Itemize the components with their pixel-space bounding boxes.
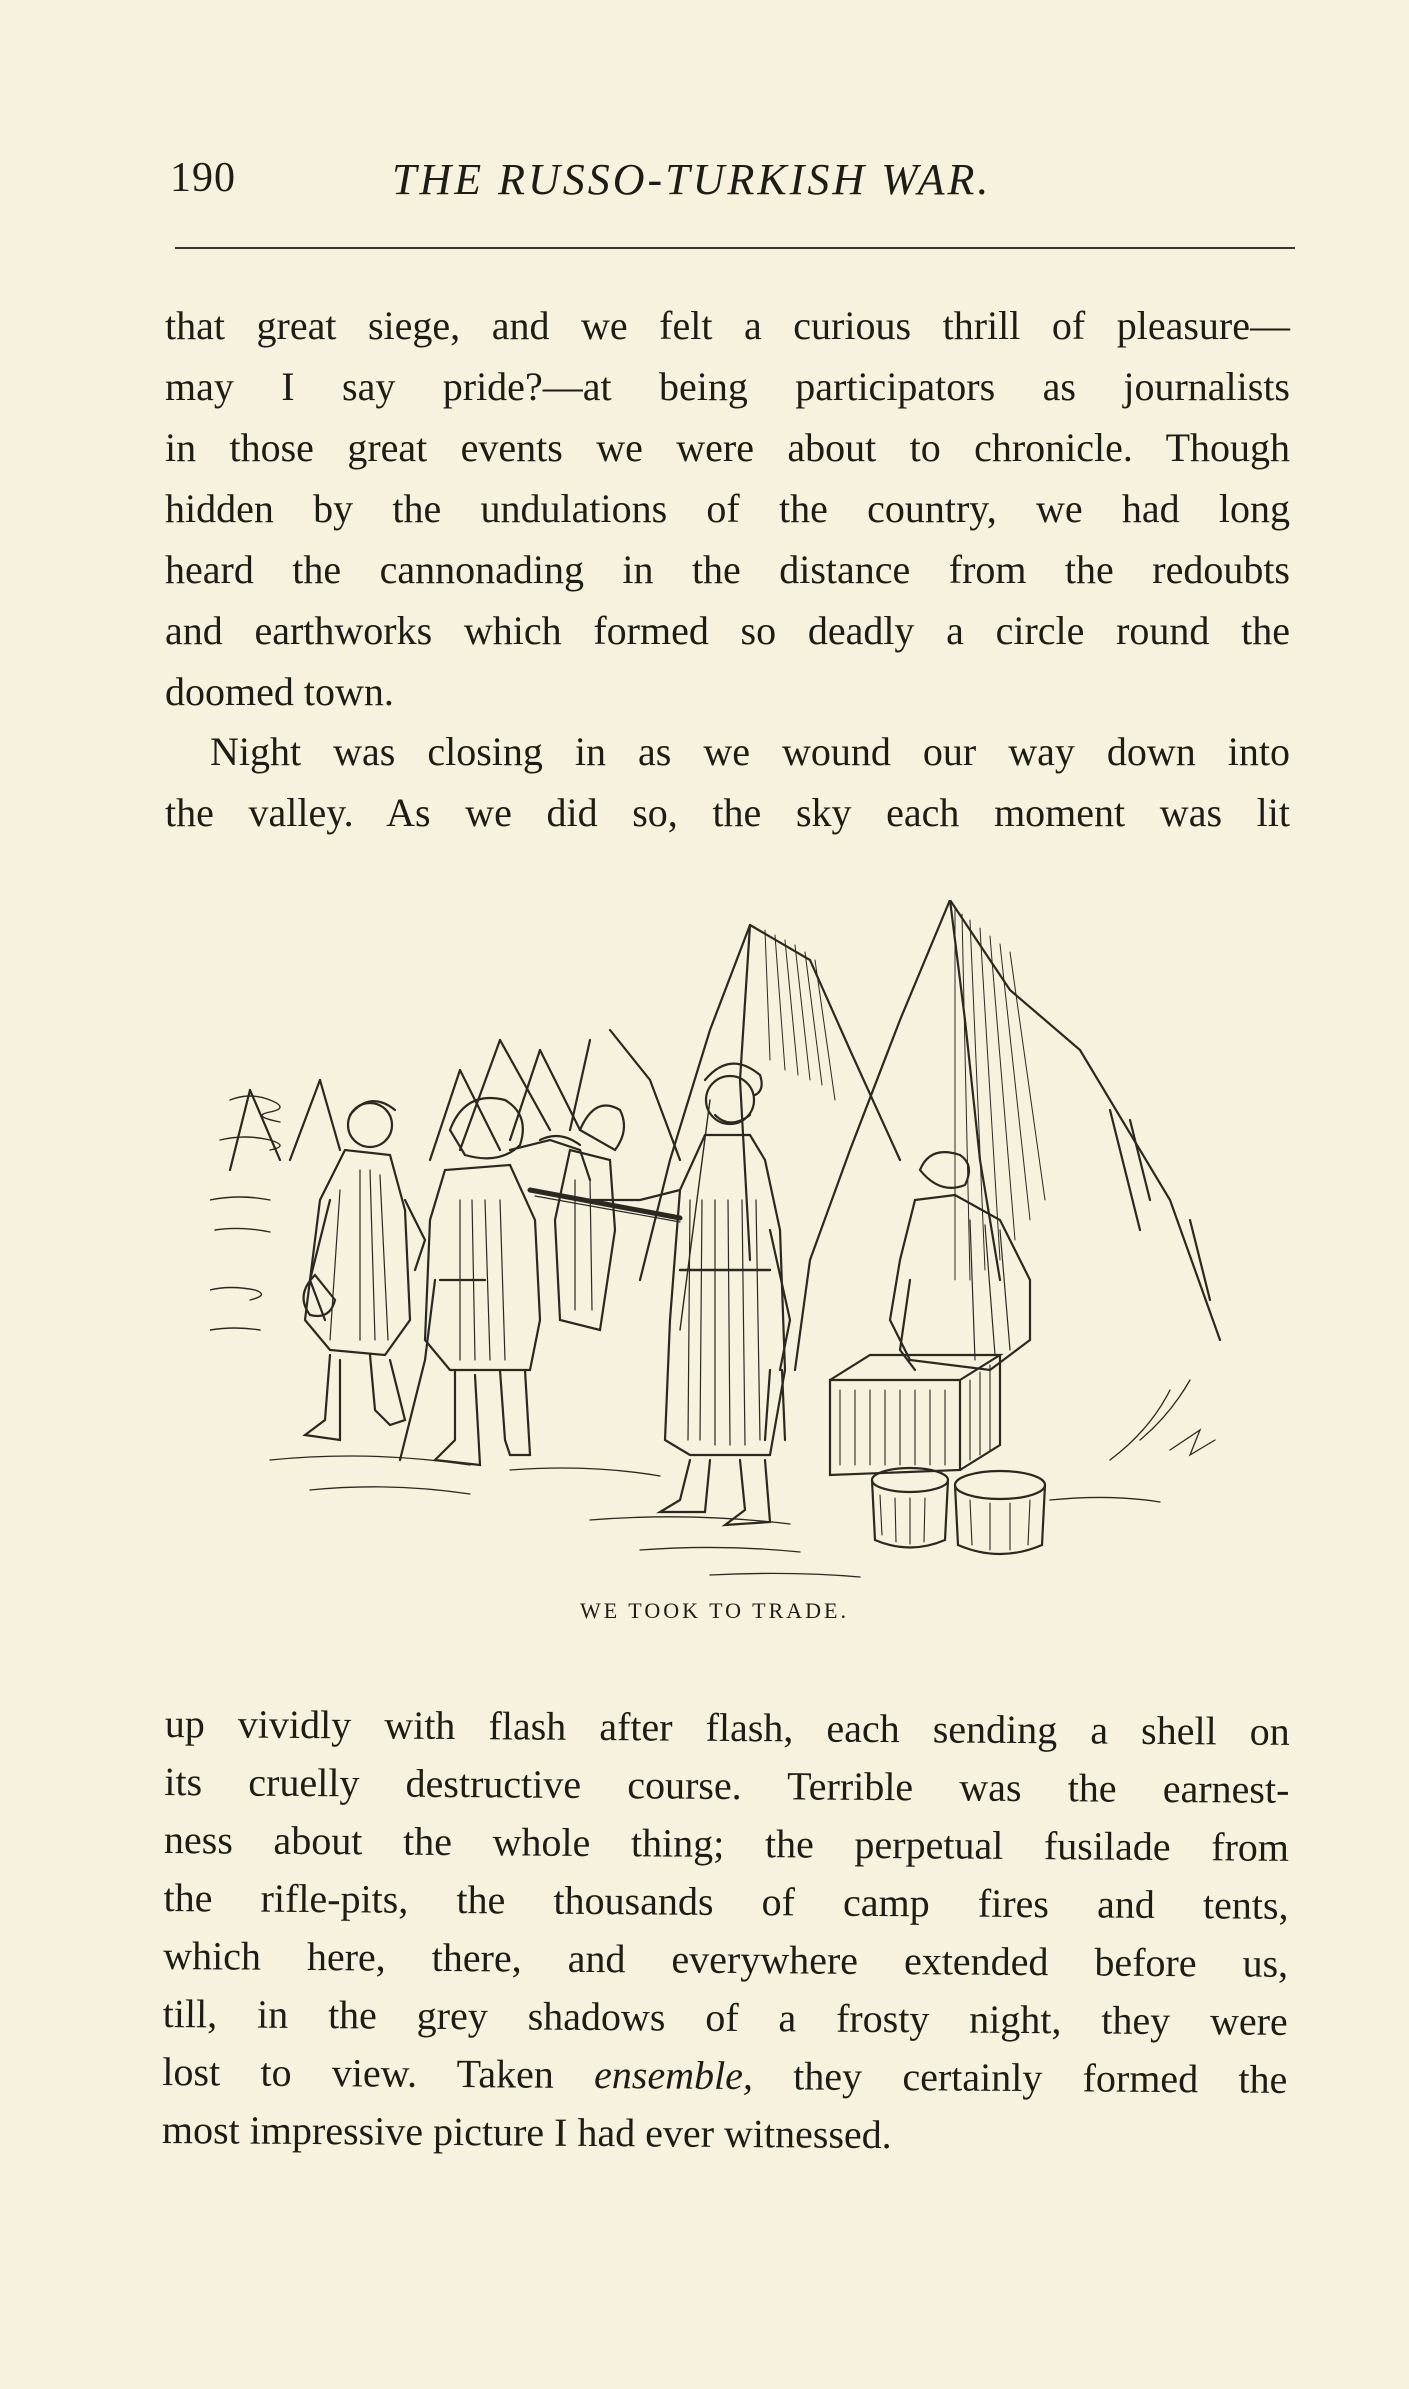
figure-soldier-middle [400, 1098, 590, 1465]
text-line: its cruelly destructive course. Terrible was the earnest- [164, 1758, 1290, 1812]
text-line: the valley. As we did so, the sky each moment was lit [165, 790, 1290, 835]
text-line: doomed town. [165, 669, 394, 714]
paragraph-1 [165, 295, 1290, 722]
tent-right [795, 900, 1220, 1370]
text-line: till, in the grey shadows of a frosty night, they were [162, 1990, 1288, 2044]
italic-word: ensemble, [593, 2052, 754, 2099]
text-line: ness about the whole thing; the perpetual fusilade from [163, 1816, 1290, 1870]
engraving-illustration [210, 900, 1280, 1590]
smoke-lines [210, 1096, 280, 1330]
text-line: heard the cannonading in the distance from the redoubts [165, 547, 1290, 592]
text-line: and earthworks which formed so deadly a circle round the [165, 608, 1290, 653]
figure-soldier-left [304, 1101, 425, 1440]
page-number: 190 [170, 155, 236, 201]
cooking-pots [872, 1468, 1045, 1554]
figure-hooded [555, 1106, 624, 1331]
text-line: most impressive picture I had ever witnessed. [161, 2106, 892, 2158]
rifle [530, 1190, 680, 1218]
text-line: that great siege, and we felt a curious thrill of pleasure— [165, 303, 1290, 348]
text-line: Night was closing in as we wound our way down into [210, 729, 1290, 774]
text-line: hidden by the undulations of the country, we had long [165, 486, 1290, 531]
figure-central-trader [590, 1064, 790, 1525]
paragraph-2 [165, 721, 1290, 843]
running-head [170, 150, 1300, 210]
illustration-caption: WE TOOK TO TRADE. [580, 1598, 849, 1623]
header-rule [175, 247, 1295, 249]
text-line: which here, there, and everywhere extended before us, [163, 1932, 1289, 1986]
figure-crouching-right [890, 1152, 1030, 1370]
running-title: THE RUSSO-TURKISH WAR. [392, 155, 992, 204]
text-line: may I say pride?—at being participators as journalists [165, 364, 1290, 409]
text-segment: they certainly formed the [752, 2053, 1288, 2102]
paragraph-3 [162, 1695, 1290, 2167]
crate [830, 1355, 1000, 1475]
text-line [162, 2043, 1287, 2109]
text-line: up vividly with flash after flash, each sending a shell on [164, 1700, 1290, 1754]
text-line: the rifle-pits, the thousands of camp fires and tents, [163, 1874, 1289, 1928]
text-segment: lost to view. Taken [162, 2048, 595, 2098]
text-line: in those great events we were about to chronicle. Though [165, 425, 1290, 470]
